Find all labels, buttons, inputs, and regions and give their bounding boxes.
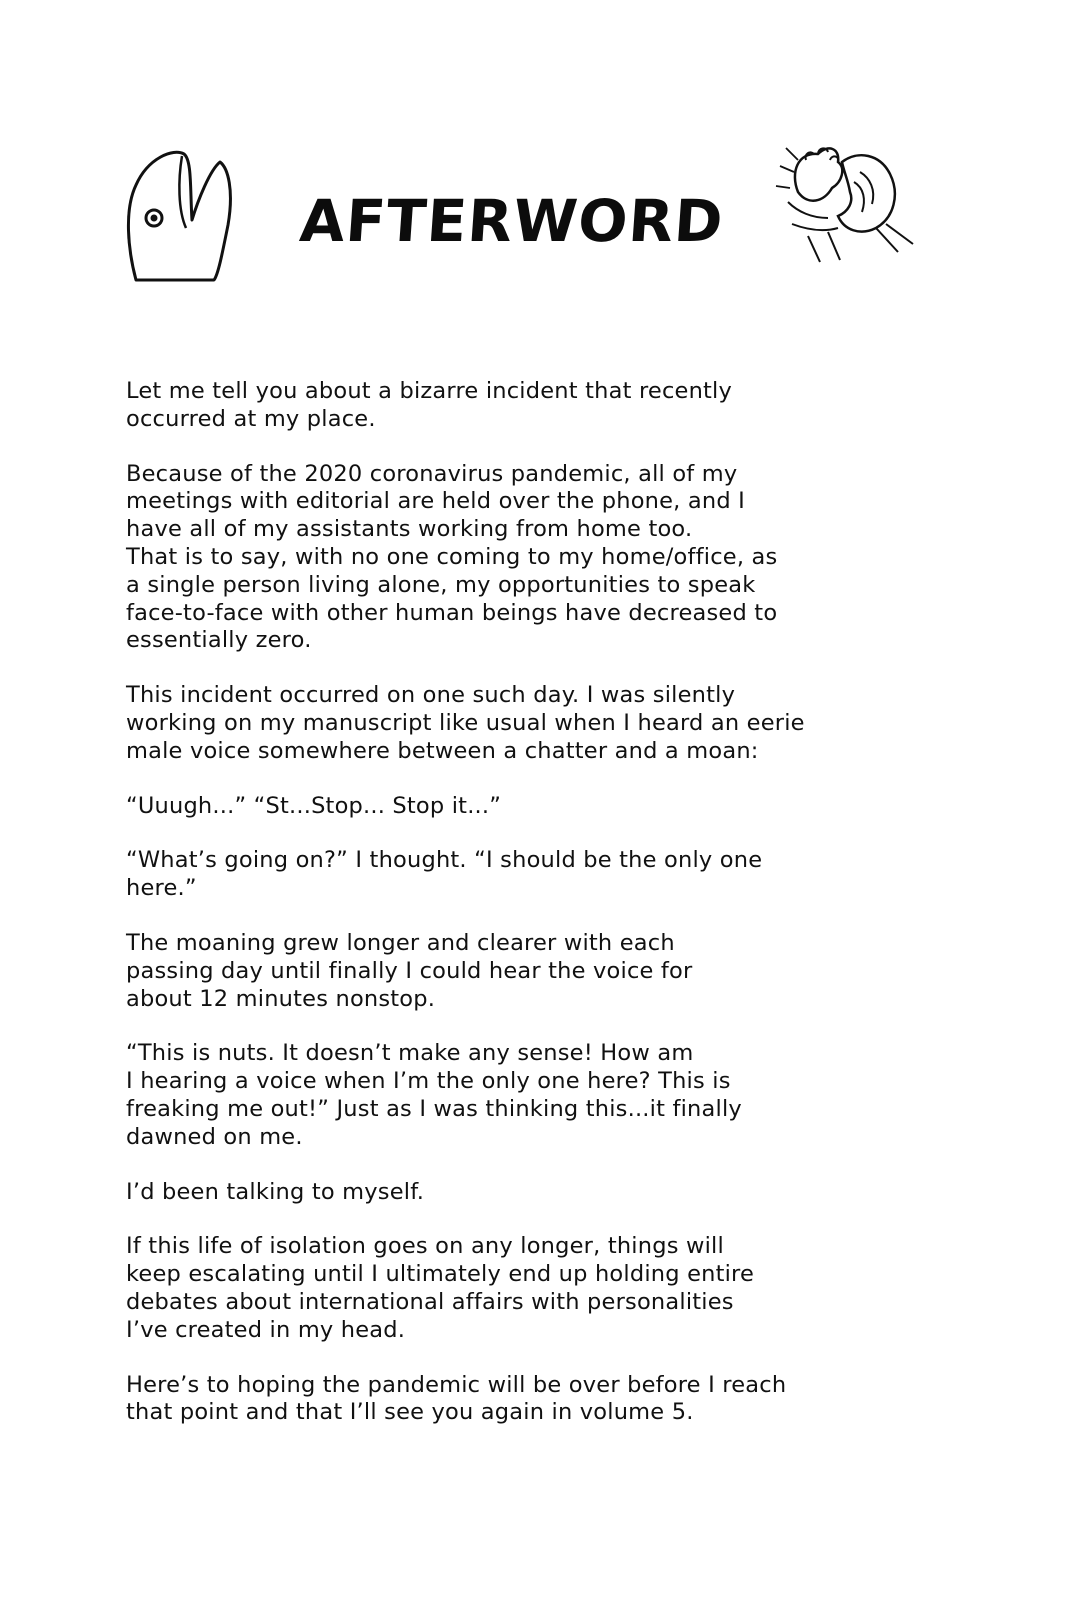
afterword-body [126, 378, 926, 1454]
paragraph: If this life of isolation goes on any longer, things will keep escalating until I ultimately end up holding entire debates about international affairs with personalities I’ve created in my head. [126, 1233, 755, 1343]
paragraph: The moaning grew longer and clearer with each passing day until finally I could hear the voice for about 12 minutes nonstop. [126, 929, 693, 1012]
ghost-mascot-icon [118, 140, 248, 290]
paragraph: I’d been talking to myself. [126, 1178, 425, 1205]
paragraph: Because of the 2020 coronavirus pandemic, all of my meetings with editorial are held over the phone, and I have all of my assistants working from home too. That is to say, with no one coming to my home/office, as a single person living alone, my opportunities to speak face-to-face with other human beings have decreased to essentially zero. [126, 460, 778, 654]
paragraph: Here’s to hoping the pandemic will be over before I reach that point and that I’ll see you again in volume 5. [126, 1371, 787, 1426]
feet-drawing-icon [768, 132, 918, 272]
paragraph: This incident occurred on one such day. I was silently working on my manuscript like usual when I heard an eerie male voice somewhere between a chatter and a moan: [126, 682, 805, 764]
page-title: AFTERWORD [297, 187, 726, 255]
paragraph: “Uuugh...” “St...Stop... Stop it...” [126, 792, 502, 819]
paragraph: “This is nuts. It doesn’t make any sense! How am I hearing a voice when I’m the only one here? This is freaking me out!” Just as I was thinking this...it finally dawned on me. [126, 1040, 742, 1150]
paragraph: “What’s going on?” I thought. “I should be the only one here.” [126, 847, 763, 902]
header [0, 130, 1067, 300]
paragraph: Let me tell you about a bizarre incident that recently occurred at my place. [126, 378, 733, 432]
